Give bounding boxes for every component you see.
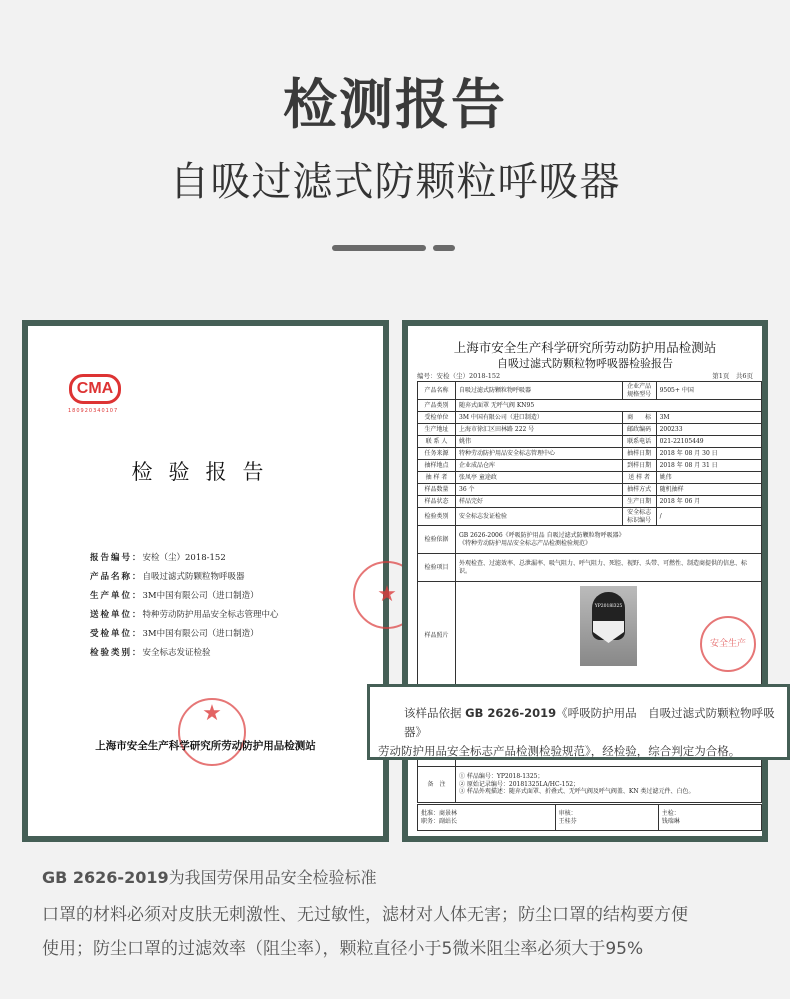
- page-title: 检测报告: [283, 73, 507, 136]
- table-row: 样品状态 样品完好 生产日期 2018 年 06 月: [418, 496, 762, 508]
- table-row: 检验项目 外观检查、过滤效率、总泄漏率、吸气阻力、呼气阻力、死腔、视野、头带、可燃性、制造商提供的信息、标识。: [418, 554, 762, 582]
- footer-line-1: GB 2626-2019为我国劳保用品安全检验标准: [42, 868, 377, 887]
- report-number: 编号：安检（尘）2018-152: [417, 372, 501, 380]
- table-row: 抽 样 者 张凤亭 童途政 送 样 者 姚伟: [418, 472, 762, 484]
- cover-title: 检验报告: [131, 460, 280, 484]
- cover-issuer: 上海市安全生产科学研究所劳动防护用品检测站: [95, 740, 316, 752]
- table-row: 抽样地点 企业成品仓库 到样日期 2018 年 08 月 31 日: [418, 460, 762, 472]
- cma-logo: CMA: [69, 374, 121, 404]
- table-row: 生产地址 上海市徐汇区田林路 222 号 邮政编码 200233: [418, 424, 762, 436]
- table-row: 任务来源 特种劳动防护用品安全标志管理中心 抽样日期 2018 年 08 月 30 日: [418, 448, 762, 460]
- notes-table: [417, 766, 762, 803]
- cover-field: 受检单位：3M中国有限公司（进口制造）: [90, 629, 259, 639]
- red-seal-stamp: ★: [178, 698, 246, 766]
- table-row: 检验类别 安全标志发证检验 安全标志标识编号 /: [418, 508, 762, 526]
- signature-table: 批准：商景林 职务：副站长 审核： 王桂芬 主检： 钱瑞琳: [417, 804, 762, 831]
- conclusion-callout: 该样品依据 GB 2626-2019《呼吸防护用品 自吸过滤式防颗粒物呼吸器》 劳动防护用品安全标志产品检测检验规范》，经检验，综合判定为合格。: [367, 684, 790, 760]
- cover-field: 生产单位：3M中国有限公司（进口制造）: [90, 591, 259, 601]
- page-subtitle: 自吸过滤式防颗粒呼吸器: [169, 159, 621, 205]
- table-row: 产品名称 自吸过滤式防颗粒物呼吸器 企业产品规格型号 9505+ 中国: [418, 382, 762, 400]
- report-org: 上海市安全生产科学研究所劳动防护用品检测站: [453, 340, 717, 355]
- report-title: 自吸过滤式防颗粒物呼吸器检验报告: [497, 357, 673, 370]
- red-seal-stamp: 安全生产: [700, 616, 756, 672]
- table-row: 受检单位 3M 中国有限公司（进口制造） 商 标 3M: [418, 412, 762, 424]
- cover-field: 检验类别：安全标志发证检验: [90, 648, 211, 658]
- report-page: 第1页 共6页: [712, 372, 753, 380]
- table-row: 联 系 人 姚伟 联系电话 021-22105449: [418, 436, 762, 448]
- table-row: 产品类别 随弃式面罩 无呼气阀 KN95: [418, 400, 762, 412]
- footer-line-3: 使用；防尘口罩的过滤效率（阻尘率），颗粒直径小于5微米阻尘率必须大于95%: [42, 939, 644, 959]
- table-row: 样品数量 36 个 抽样方式 随机抽样: [418, 484, 762, 496]
- table-row: 检验依据 GB 2626-2006《呼吸防护用品 自吸过滤式防颗粒物呼吸器》 《特种劳动防护用品安全标志产品检测检验规范》: [418, 526, 762, 554]
- divider-long: [332, 245, 426, 251]
- report-cover-image: [22, 320, 397, 842]
- sample-photo: YP2018l325: [580, 586, 637, 666]
- report-page-image: [402, 320, 768, 842]
- red-seal-stamp: ★: [353, 561, 421, 629]
- footer-line-2: 口罩的材料必须对皮肤无刺激性、无过敏性，滤材对人体无害；防尘口罩的结构要方便: [42, 905, 688, 925]
- table-row: 备 注 ① 样品编号：YP2018-1325； ② 原始记录编号：20181325LA/HC-152； ③ 样品外观描述：随弃式面罩、折叠式、无呼气阀及呼气阀盖、KN 类过滤元件、白色。: [418, 767, 762, 803]
- cover-field: 产品名称：自吸过滤式防颗粒物呼吸器: [90, 572, 245, 582]
- table-row: 样品照片 YP2018l325: [418, 582, 762, 802]
- cover-field: 报告编号：安检（尘）2018-152: [90, 553, 226, 563]
- divider-short: [433, 245, 455, 251]
- cma-number: 180920340107: [68, 408, 119, 414]
- cover-field: 送检单位：特种劳动防护用品安全标志管理中心: [90, 610, 279, 620]
